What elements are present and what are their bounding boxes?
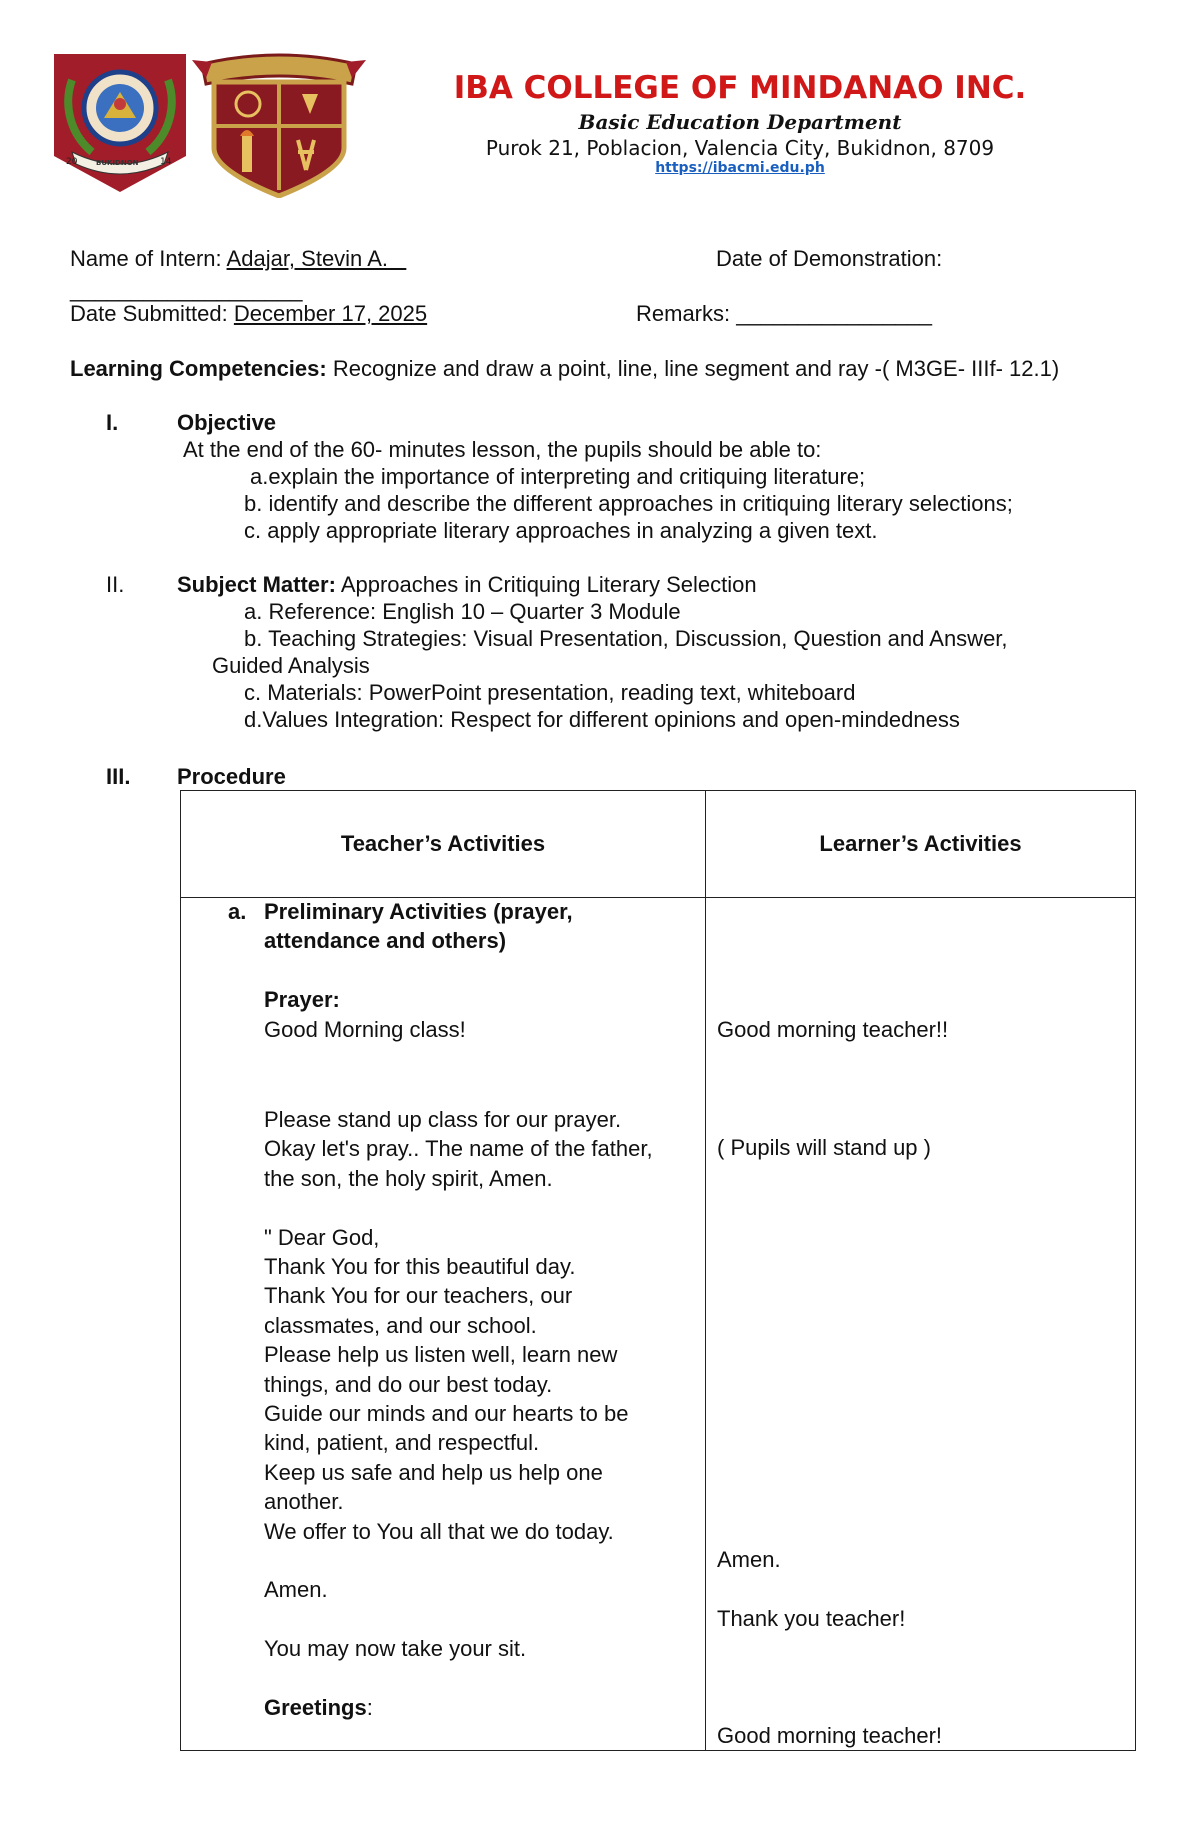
greetings-heading: Greetings: — [264, 1695, 373, 1721]
objective-item-b: b. identify and describe the different approaches in critiquing literary selections; — [244, 491, 1013, 516]
learner-greet: Good morning teacher! — [717, 1723, 943, 1748]
objective-item-a: a.explain the importance of interpreting and critiquing literature; — [250, 464, 866, 489]
submitted-label: Date Submitted: — [70, 301, 228, 326]
stand-up-text: Please stand up class for our prayer. — [264, 1107, 622, 1133]
greet-class-text: Good Morning class! — [264, 1016, 466, 1042]
teacher-activities-cell — [181, 898, 706, 1751]
demonstration-date-label: Date of Demonstration: — [716, 246, 943, 271]
subject-numeral: II. — [106, 572, 125, 597]
learner-stand-up: ( Pupils will stand up ) — [717, 1135, 931, 1160]
submitted-field — [70, 300, 427, 327]
table-header-row — [181, 791, 1136, 898]
school-address: Purok 21, Poblacion, Valencia City, Bukidnon, 8709 — [485, 136, 995, 160]
objective-title: Objective — [177, 410, 277, 435]
department-name: Basic Education Department — [578, 110, 902, 134]
section-letter: a. — [228, 899, 247, 924]
remarks-field: Remarks: ________________ — [636, 301, 933, 326]
learner-good-morning: Good morning teacher!! — [717, 1017, 949, 1042]
amen-text: Amen. — [264, 1577, 328, 1603]
prayer-label: Prayer: — [264, 987, 340, 1013]
learning-competencies — [70, 355, 1059, 382]
objective-intro: At the end of the 60- minutes lesson, the pupils should be able to: — [183, 437, 822, 462]
submitted-value: December 17, 2025 — [233, 301, 428, 326]
section-title-line1: Preliminary Activities (prayer, — [264, 899, 573, 924]
subject-materials: c. Materials: PowerPoint presentation, reading text, whiteboard — [244, 680, 856, 705]
svg-text:20: 20 — [66, 157, 78, 167]
subject-strategies-cont: Guided Analysis — [212, 653, 370, 678]
section-title-line2: attendance and others) — [264, 928, 507, 954]
intern-label: Name of Intern: — [70, 246, 222, 271]
learner-amen: Amen. — [717, 1547, 781, 1572]
lets-pray-text: Okay let's pray.. The name of the father, the son, the holy spirit, Amen. — [264, 1136, 653, 1191]
svg-text:BUKIDNON: BUKIDNON — [96, 159, 139, 167]
svg-text:14: 14 — [160, 157, 172, 167]
procedure-table — [180, 790, 1136, 1751]
col-header-learner: Learner’s Activities — [706, 791, 1136, 898]
prayer-text: " Dear God, Thank You for this beautiful day. Thank You for our teachers, our classmates, and our school. Please help us listen well, learn new things, and do our best today. Guide our minds and our hearts to be kind, patient, and respectful. Keep us safe and help us help one another. We offer to You all that we do today. — [264, 1224, 629, 1544]
take-sit-text: You may now take your sit. — [264, 1636, 527, 1662]
subject-values: d.Values Integration: Respect for different opinions and open-mindedness — [244, 707, 960, 732]
website-link[interactable]: https://ibacmi.edu.ph — [655, 160, 825, 176]
demonstration-date-blank: ___________________ — [70, 277, 303, 302]
intern-value: Adajar, Stevin A. — [226, 246, 388, 271]
objective-numeral: I. — [106, 410, 119, 435]
objective-item-c: c. apply appropriate literary approaches in analyzing a given text. — [244, 518, 878, 543]
subject-label: Subject Matter: — [177, 572, 336, 597]
competencies-text: Recognize and draw a point, line, line segment and ray -( M3GE- IIIf- 12.1) — [332, 356, 1060, 381]
intern-field — [70, 245, 406, 272]
subject-text: Approaches in Critiquing Literary Selection — [340, 572, 757, 597]
procedure-title: Procedure — [177, 764, 286, 789]
learner-thanks: Thank you teacher! — [717, 1606, 906, 1631]
competencies-label: Learning Competencies: — [70, 356, 327, 381]
subject-strategies: b. Teaching Strategies: Visual Presentation, Discussion, Question and Answer, — [244, 626, 1008, 651]
table-row — [181, 898, 1136, 1751]
school-name: IBA COLLEGE OF MINDANAO INC. — [453, 70, 1027, 106]
procedure-numeral: III. — [106, 764, 131, 789]
learner-activities-cell — [706, 898, 1136, 1751]
col-header-teacher: Teacher’s Activities — [181, 791, 706, 898]
subject-reference: a. Reference: English 10 – Quarter 3 Module — [244, 599, 681, 624]
remarks-blank: ________________ — [736, 301, 933, 326]
department-crest-logo — [192, 44, 366, 198]
subject-matter — [177, 571, 757, 598]
school-seal-logo — [52, 52, 188, 194]
